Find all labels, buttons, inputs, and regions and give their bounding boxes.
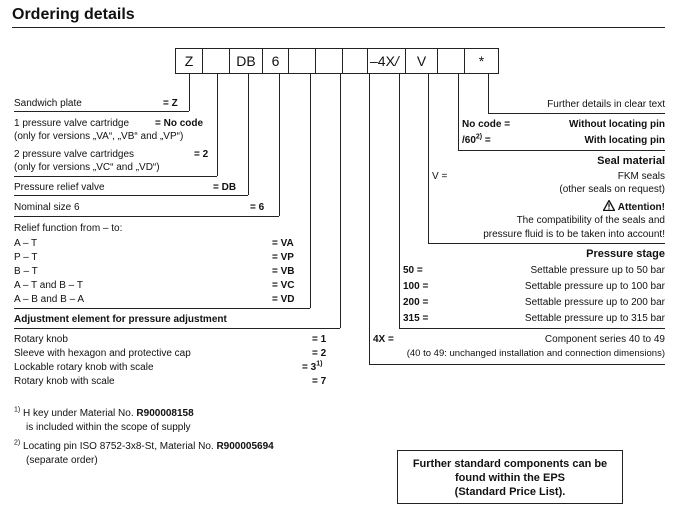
page-title: Ordering details [12,6,135,23]
adjust-7-code: = 7 [312,376,327,387]
prv-code: = DB [213,182,237,193]
series-code: 4X = [373,334,394,345]
relief-va-label: A – T [14,238,38,249]
two-cartridges-code: = 2 [194,149,209,160]
pin60-footnote-mark: 2) [475,133,483,141]
adjust-1-code: = 1 [312,334,327,345]
adjust-7-label: Rotary knob with scale [14,376,115,387]
size-label: Nominal size 6 [14,202,80,213]
attention-text: Attention! [617,202,665,213]
code-box-seal: V [406,49,438,73]
leader-vertical [310,73,311,308]
relief-vd-code: = VD [272,294,295,305]
footnote-2-material: R900005694 [216,441,274,452]
eps-line-3: (Standard Price List). [454,486,566,498]
ordering-code-boxes [175,48,499,74]
adjust-2-label: Sleeve with hexagon and protective cap [14,348,191,359]
leader-line [428,243,665,244]
code-slash-text: / [394,53,399,69]
leader-line [14,216,279,217]
stage-100-desc: Settable pressure up to 100 bar [524,281,665,292]
relief-vp-code: = VP [272,252,294,263]
eps-info-box [397,450,623,504]
two-cartridges-note: (only for versions „VC“ and „VD“) [14,162,160,173]
leader-line [399,328,665,329]
leader-vertical [458,73,459,150]
attention-line [603,200,665,214]
nocode-desc: Without locating pin [568,119,665,130]
leader-vertical [488,73,489,113]
series-note: (40 to 49: unchanged installation and connection dimensions) [406,348,665,359]
leader-vertical [340,73,341,328]
leader-line [14,328,340,329]
leader-line [14,176,217,177]
footnote-1-mark: 1) [14,406,21,414]
code-box-pin [438,49,465,73]
adjust-3-code [302,362,322,374]
relief-heading: Relief function from – to: [14,223,123,234]
stage-200-code: 200 = [403,297,429,308]
leader-vertical [428,73,429,243]
pin60-equals: = [484,135,491,146]
relief-vd-label: A – B and B – A [14,294,85,305]
leader-line [488,113,665,114]
stage-50-code: 50 = [403,265,423,276]
code-box-cartridges [203,49,230,73]
relief-vp-label: P – T [14,252,38,263]
footnote-1 [14,408,194,420]
relief-vc-code: = VC [272,280,295,291]
title-divider [12,27,665,28]
stage-315-code: 315 = [403,313,429,324]
one-cartridge-code: = No code [155,118,204,129]
code-box-size: 6 [263,49,289,73]
leader-vertical [369,73,370,364]
sandwich-plate-code: = Z [163,98,178,109]
leader-line [14,308,310,309]
relief-vb-code: = VB [272,266,295,277]
pin60-code: /60 [462,135,476,146]
leader-vertical [189,73,190,111]
leader-vertical [248,73,249,195]
stage-315-desc: Settable pressure up to 315 bar [524,313,665,324]
relief-va-code: = VA [272,238,294,249]
stage-50-desc: Settable pressure up to 50 bar [530,265,665,276]
footnote-2-text: Locating pin ISO 8752-3x8-St, Material No. [23,441,217,452]
sandwich-plate-label: Sandwich plate [14,98,82,109]
adjust-3-footnote-mark: 1) [316,360,323,368]
adjust-2-code: = 2 [312,348,327,359]
one-cartridge-label: 1 pressure valve cartridge [14,118,130,129]
leader-line [458,150,665,151]
code-box-adjustment [316,49,343,73]
pressure-stage-heading: Pressure stage [586,248,665,260]
code-box-further: * [465,49,499,73]
two-cartridges-label: 2 pressure valve cartridges [14,149,135,160]
stage-100-code: 100 = [403,281,429,292]
compat-line-2: pressure fluid is to be taken into account! [483,229,665,240]
fkm-seals-text: FKM seals [617,171,665,182]
leader-vertical [279,73,280,216]
series-desc: Component series 40 to 49 [544,334,665,345]
leader-line [369,364,665,365]
nocode-label: No code = [462,119,511,130]
code-box-db: DB [230,49,263,73]
footnote-2 [14,441,274,453]
footnote-1-text: H key under Material No. [23,408,137,419]
adjust-3-label: Lockable rotary knob with scale [14,362,154,373]
leader-vertical [217,73,218,176]
size-code: = 6 [250,202,265,213]
seal-v-label: V = [432,171,448,182]
pin60-desc: With locating pin [584,135,665,146]
code-box-relief [289,49,316,73]
eps-line-2: found within the EPS [455,472,565,484]
adjust-1-label: Rotary knob [14,334,68,345]
footnote-2-line-2: (separate order) [26,455,98,466]
leader-line [14,111,189,112]
compat-line-1: The compatibility of the seals and [516,215,665,226]
code-series-text: –4X [370,53,395,69]
adjust-heading: Adjustment element for pressure adjustment [14,314,227,325]
code-box-pressure-stage [343,49,368,73]
leader-line [14,195,248,196]
seal-heading: Seal material [597,155,665,167]
footnote-2-mark: 2) [14,439,21,447]
relief-vc-label: A – T and B – T [14,280,83,291]
relief-vb-label: B – T [14,266,38,277]
footnote-1-line-2: is included within the scope of supply [26,422,191,433]
warning-icon [603,200,615,211]
one-cartridge-note: (only for versions „VA“, „VB“ and „VP“) [14,131,184,142]
further-details-text: Further details in clear text [547,99,665,110]
pin60-label [462,135,491,147]
footnote-1-material: R900008158 [136,408,194,419]
stage-200-desc: Settable pressure up to 200 bar [524,297,665,308]
adjust-3-code-text: = 3 [302,362,317,373]
code-box-z: Z [176,49,203,73]
leader-vertical [399,73,400,328]
eps-line-1: Further standard components can be [412,458,608,470]
code-box-series [368,49,406,73]
prv-label: Pressure relief valve [14,182,105,193]
other-seals-text: (other seals on request) [559,184,665,195]
